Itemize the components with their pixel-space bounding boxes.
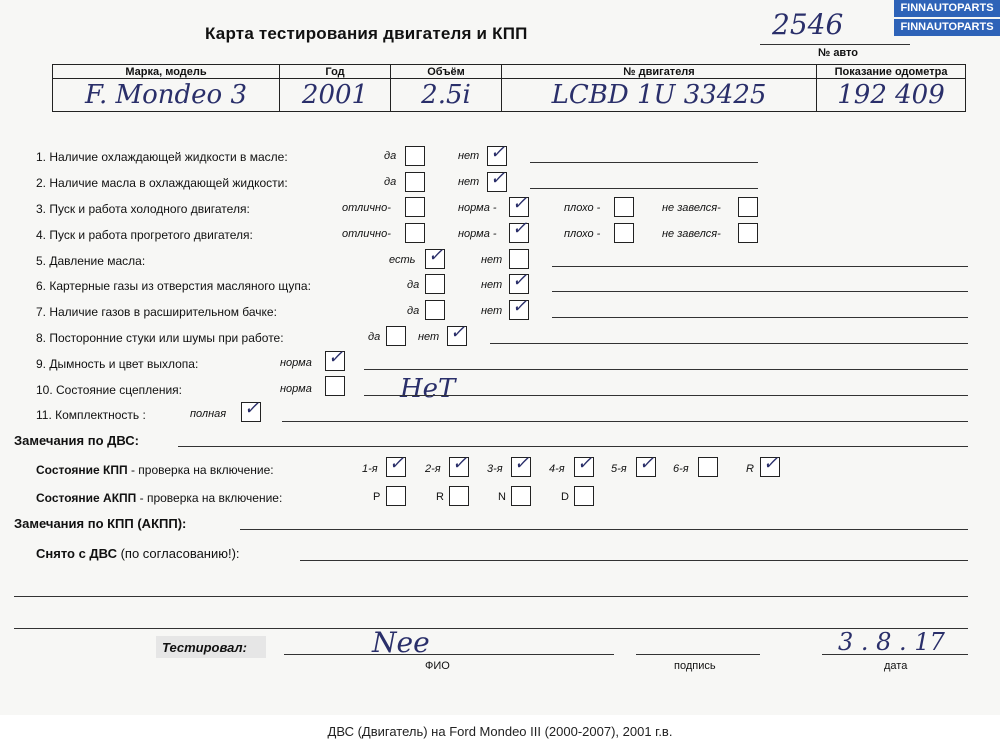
automatic-gearbox-check-label-rest: - проверка на включение: xyxy=(136,491,283,505)
q1-yes-label: да xyxy=(384,150,397,162)
name-caption: ФИО xyxy=(425,660,450,672)
auto-number-label: № авто xyxy=(818,47,859,59)
document-title: Карта тестирования двигателя и КПП xyxy=(205,24,528,43)
q7-no-label: нет xyxy=(481,305,503,317)
gearbox-check-label-bold: Состояние КПП xyxy=(36,463,128,477)
akpp-r-label: R xyxy=(436,491,444,503)
remarks-gearbox-line xyxy=(240,529,968,530)
q8-no-check-mark: ✓ xyxy=(450,322,466,343)
gear-4-label: 4-я xyxy=(549,463,565,475)
removed-parts-line-2 xyxy=(14,596,968,597)
question-4: 4. Пуск и работа прогретого двигателя: xyxy=(36,228,253,242)
gear-reverse-check-mark: ✓ xyxy=(763,453,779,474)
q3-normal-check-mark: ✓ xyxy=(512,193,528,214)
question-7: 7. Наличие газов в расширительном бачке: xyxy=(36,305,277,319)
q11-complete-check-mark: ✓ xyxy=(244,398,260,419)
q10-normal-label: норма xyxy=(280,383,312,395)
watermark-top: FINNAUTOPARTS xyxy=(894,0,1000,17)
gear-5-check-mark: ✓ xyxy=(639,453,655,474)
q7-yes-label: да xyxy=(407,305,420,317)
q4-not-started-label: не завелся- xyxy=(662,228,721,240)
akpp-p-label: P xyxy=(373,491,381,503)
question-6: 6. Картерные газы из отверстия масляного щупа: xyxy=(36,279,311,293)
gear-6-checkbox[interactable] xyxy=(698,457,718,477)
question-8: 8. Посторонние стуки или шумы при работе: xyxy=(36,331,284,345)
q8-yes-label: да xyxy=(368,331,381,343)
gear-1-check-mark: ✓ xyxy=(389,453,405,474)
tested-by-label: Тестировал: xyxy=(162,640,247,655)
col-volume: Объём xyxy=(391,65,502,79)
question-3: 3. Пуск и работа холодного двигателя: xyxy=(36,202,250,216)
gear-3-label: 3-я xyxy=(487,463,503,475)
q7-yes-checkbox[interactable] xyxy=(425,300,445,320)
q2-no-label: нет xyxy=(458,176,480,188)
gear-6-label: 6-я xyxy=(673,463,689,475)
signature-caption: подпись xyxy=(674,660,716,672)
date-line xyxy=(822,654,968,655)
q1-no-check-mark: ✓ xyxy=(490,142,506,163)
signature-handwriting: Nee xyxy=(372,626,430,659)
gear-4-check-mark: ✓ xyxy=(577,453,593,474)
q1-notes-line xyxy=(530,162,758,163)
q2-yes-checkbox[interactable] xyxy=(405,172,425,192)
gear-2-label: 2-я xyxy=(425,463,441,475)
q2-no-check-mark: ✓ xyxy=(490,168,506,189)
q2-notes-line xyxy=(530,188,758,189)
q9-normal-label: норма xyxy=(280,357,312,369)
gear-5-label: 5-я xyxy=(611,463,627,475)
auto-number-value: 2546 xyxy=(772,8,844,41)
question-10: 10. Состояние сцепления: xyxy=(36,383,182,397)
q10-handwritten-note: НеТ xyxy=(400,374,456,404)
removed-parts-line-1 xyxy=(300,560,968,561)
q3-excellent-checkbox[interactable] xyxy=(405,197,425,217)
q5-notes-line xyxy=(552,266,968,267)
q6-notes-line xyxy=(552,291,968,292)
q3-not-started-checkbox[interactable] xyxy=(738,197,758,217)
q5-absent-label: нет xyxy=(481,254,503,266)
q5-present-check-mark: ✓ xyxy=(428,245,444,266)
auto-number-line xyxy=(760,44,910,45)
removed-parts-label xyxy=(36,546,240,561)
q4-not-started-checkbox[interactable] xyxy=(738,223,758,243)
q3-normal-label: норма - xyxy=(458,202,497,214)
gearbox-check-label xyxy=(36,463,274,477)
akpp-r-checkbox[interactable] xyxy=(449,486,469,506)
q3-not-started-label: не завелся- xyxy=(662,202,721,214)
q11-complete-label: полная xyxy=(190,408,227,420)
signature-line xyxy=(636,654,760,655)
name-line xyxy=(284,654,614,655)
question-2: 2. Наличие масла в охлаждающей жидкости: xyxy=(36,176,288,190)
q11-notes-line xyxy=(282,421,968,422)
q3-bad-label: плохо - xyxy=(564,202,601,214)
col-engine-number: № двигателя xyxy=(502,65,817,79)
q5-absent-checkbox[interactable] xyxy=(509,249,529,269)
q6-no-check-mark: ✓ xyxy=(512,270,528,291)
watermark-bottom: FINNAUTOPARTS xyxy=(894,19,1000,36)
col-odometer: Показание одометра xyxy=(817,65,966,79)
question-9: 9. Дымность и цвет выхлопа: xyxy=(36,357,199,371)
q8-notes-line xyxy=(490,343,968,344)
q2-yes-label: да xyxy=(384,176,397,188)
q1-no-label: нет xyxy=(458,150,480,162)
q4-bad-label: плохо - xyxy=(564,228,601,240)
gear-1-label: 1-я xyxy=(362,463,378,475)
q4-normal-label: норма - xyxy=(458,228,497,240)
gearbox-check-label-rest: - проверка на включение: xyxy=(127,463,274,477)
question-11: 11. Комплектность : xyxy=(36,408,146,422)
gear-3-check-mark: ✓ xyxy=(514,453,530,474)
q9-notes-line xyxy=(364,369,968,370)
remarks-engine-line xyxy=(178,446,968,447)
removed-parts-label-rest: (по согласованию!): xyxy=(116,546,240,561)
odometer-value: 192 409 xyxy=(817,79,966,112)
engine-number-value: LCBD 1U 33425 xyxy=(502,79,817,112)
make-model-value: F. Mondeo 3 xyxy=(53,79,280,112)
automatic-gearbox-check-label xyxy=(36,491,282,505)
akpp-p-checkbox[interactable] xyxy=(386,486,406,506)
q1-yes-checkbox[interactable] xyxy=(405,146,425,166)
removed-parts-label-bold: Снято с ДВС xyxy=(36,546,117,561)
q10-notes-line xyxy=(364,395,968,396)
col-make-model: Марка, модель xyxy=(53,65,280,79)
remarks-gearbox-heading: Замечания по КПП (АКПП): xyxy=(14,516,187,531)
question-5: 5. Давление масла: xyxy=(36,254,146,268)
q4-excellent-label: отлично- xyxy=(342,228,391,240)
akpp-n-label: N xyxy=(498,491,506,503)
akpp-d-checkbox[interactable] xyxy=(574,486,594,506)
q10-normal-checkbox[interactable] xyxy=(325,376,345,396)
q6-yes-checkbox[interactable] xyxy=(425,274,445,294)
akpp-d-label: D xyxy=(561,491,569,503)
removed-parts-line-3 xyxy=(14,628,968,629)
gear-reverse-label: R xyxy=(746,463,754,475)
year-value: 2001 xyxy=(280,79,391,112)
q3-bad-checkbox[interactable] xyxy=(614,197,634,217)
q4-bad-checkbox[interactable] xyxy=(614,223,634,243)
date-caption: дата xyxy=(884,660,908,672)
q8-yes-checkbox[interactable] xyxy=(386,326,406,346)
automatic-gearbox-check-label-bold: Состояние АКПП xyxy=(36,491,137,505)
q5-present-label: есть xyxy=(389,254,416,266)
q4-normal-check-mark: ✓ xyxy=(512,218,528,239)
image-caption: ДВС (Двигатель) на Ford Mondeo III (2000-2007), 2001 г.в. xyxy=(327,724,673,739)
q3-excellent-label: отлично- xyxy=(342,202,391,214)
date-value: 3 . 8 . 17 xyxy=(838,628,945,656)
col-year: Год xyxy=(280,65,391,79)
q8-no-label: нет xyxy=(418,331,440,343)
vehicle-header-table xyxy=(52,64,966,112)
remarks-engine-heading: Замечания по ДВС: xyxy=(14,433,139,448)
volume-value: 2.5i xyxy=(391,79,502,112)
q7-notes-line xyxy=(552,317,968,318)
akpp-n-checkbox[interactable] xyxy=(511,486,531,506)
gear-2-check-mark: ✓ xyxy=(452,453,468,474)
q9-normal-check-mark: ✓ xyxy=(328,347,344,368)
q4-excellent-checkbox[interactable] xyxy=(405,223,425,243)
q6-yes-label: да xyxy=(407,279,420,291)
question-1: 1. Наличие охлаждающей жидкости в масле: xyxy=(36,150,288,164)
q6-no-label: нет xyxy=(481,279,503,291)
q7-no-check-mark: ✓ xyxy=(512,296,528,317)
